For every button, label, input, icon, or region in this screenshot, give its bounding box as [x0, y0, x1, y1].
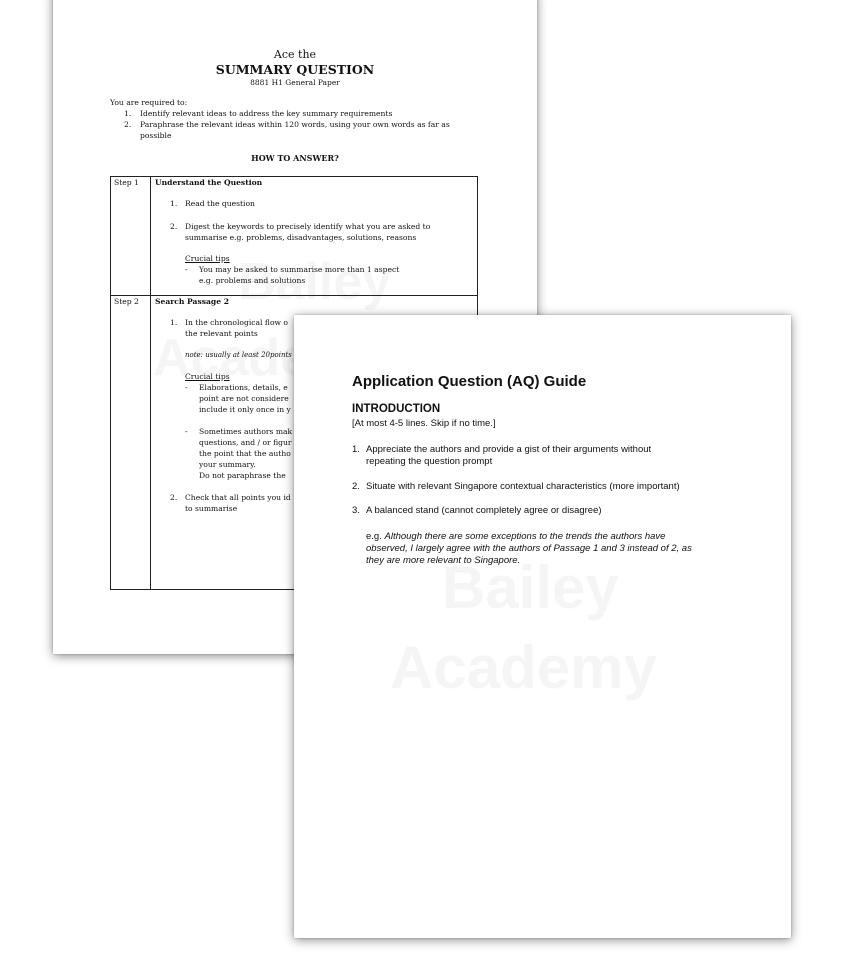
- item-1-line1: Appreciate the authors and provide a gist of their arguments without: [366, 444, 652, 455]
- step2-tip1-dash: -: [185, 383, 188, 392]
- example-line2: observed, I largely agree with the authors of Passage 1 and 3 instead of 2, as: [366, 543, 692, 554]
- step2-item1-number: 1.: [170, 318, 178, 327]
- step2-tip2-line4: your summary.: [199, 460, 256, 469]
- aq-title: Application Question (AQ) Guide: [352, 373, 587, 390]
- required-intro: You are required to:: [110, 98, 188, 107]
- doc-subtitle: 8881 H1 General Paper: [250, 78, 340, 87]
- step1-label-cell: [111, 177, 151, 296]
- step2-tip1-line3: include it only once in y: [199, 405, 291, 414]
- step1-item2-line2: summarise e.g. problems, disadvantages, solutions, reasons: [185, 233, 417, 242]
- step2-label-cell: [111, 296, 151, 590]
- item-1-number: 1.: [352, 444, 360, 455]
- example-line3: they are more relevant to Singapore.: [366, 555, 521, 566]
- step2-tip2-line5: Do not paraphrase the: [199, 471, 286, 480]
- step2-note: note: usually at least 20points: [185, 351, 292, 359]
- requirement-number-2: 2.: [124, 120, 132, 129]
- aq-guide-page: [294, 315, 791, 938]
- step2-tip2-line3: the point that the autho: [199, 449, 291, 458]
- step2-item2-number: 2.: [170, 493, 178, 502]
- step2-tip2-line2: questions, and / or figur: [199, 438, 292, 447]
- step2-item2-line1: Check that all points you id: [185, 493, 291, 502]
- requirement-2-cont: possible: [140, 131, 172, 140]
- step1-tips-heading: Crucial tips: [185, 254, 230, 263]
- step1-content-cell: [151, 177, 478, 296]
- step2-item1-line2: the relevant points: [185, 329, 258, 338]
- item-1-line2: repeating the question prompt: [366, 456, 493, 467]
- step1-item1: Read the question: [185, 199, 255, 208]
- doc-title: SUMMARY QUESTION: [215, 62, 375, 77]
- requirement-number-1: 1.: [124, 109, 132, 118]
- step2-tip2-line1: Sometimes authors mak: [199, 427, 293, 436]
- step1-tip1-line1: You may be asked to summarise more than 1 aspect: [199, 265, 400, 274]
- requirement-1: Identify relevant ideas to address the key summary requirements: [140, 109, 393, 118]
- step2-tip2-dash: -: [185, 427, 188, 436]
- step1-item2-number: 2.: [170, 222, 178, 231]
- step1-label: Step 1: [114, 178, 139, 187]
- intro-subtitle: [At most 4-5 lines. Skip if no time.]: [352, 418, 496, 429]
- example-prefix: e.g.: [366, 531, 382, 542]
- intro-heading: INTRODUCTION: [352, 403, 441, 415]
- step2-item1-line1: In the chronological flow o: [185, 318, 288, 327]
- item-2-line1: Situate with relevant Singapore contextual characteristics (more important): [366, 481, 680, 492]
- item-2-number: 2.: [352, 481, 360, 492]
- step1-tip-dash: -: [185, 265, 188, 274]
- how-to-heading: HOW TO ANSWER?: [251, 153, 339, 163]
- step1-heading: Understand the Question: [155, 178, 263, 187]
- example-line1: [366, 531, 665, 542]
- watermark-academy: [390, 633, 657, 702]
- item-3-number: 3.: [352, 505, 360, 516]
- step2-label: Step 2: [114, 297, 139, 306]
- step1-row: [111, 177, 478, 296]
- step1-item2-line1: Digest the keywords to precisely identify what you are asked to: [185, 222, 431, 231]
- step2-tip1-line2: point are not considere: [199, 394, 289, 403]
- example-text-1: Although there are some exceptions to the trends the authors have: [384, 531, 666, 542]
- step2-item2-line2: to summarise: [185, 504, 238, 513]
- requirement-2: Paraphrase the relevant ideas within 120 words, using your own words as far as: [140, 120, 450, 129]
- step1-tip1-line2: e.g. problems and solutions: [199, 276, 306, 285]
- step1-item1-number: 1.: [170, 199, 178, 208]
- step2-tip1-line1: Elaborations, details, e: [199, 383, 288, 392]
- step2-tips-heading: Crucial tips: [185, 372, 230, 381]
- doc-title-line1: Ace the: [273, 48, 317, 61]
- item-3-line1: A balanced stand (cannot completely agree or disagree): [366, 505, 602, 516]
- step2-heading: Search Passage 2: [155, 297, 229, 306]
